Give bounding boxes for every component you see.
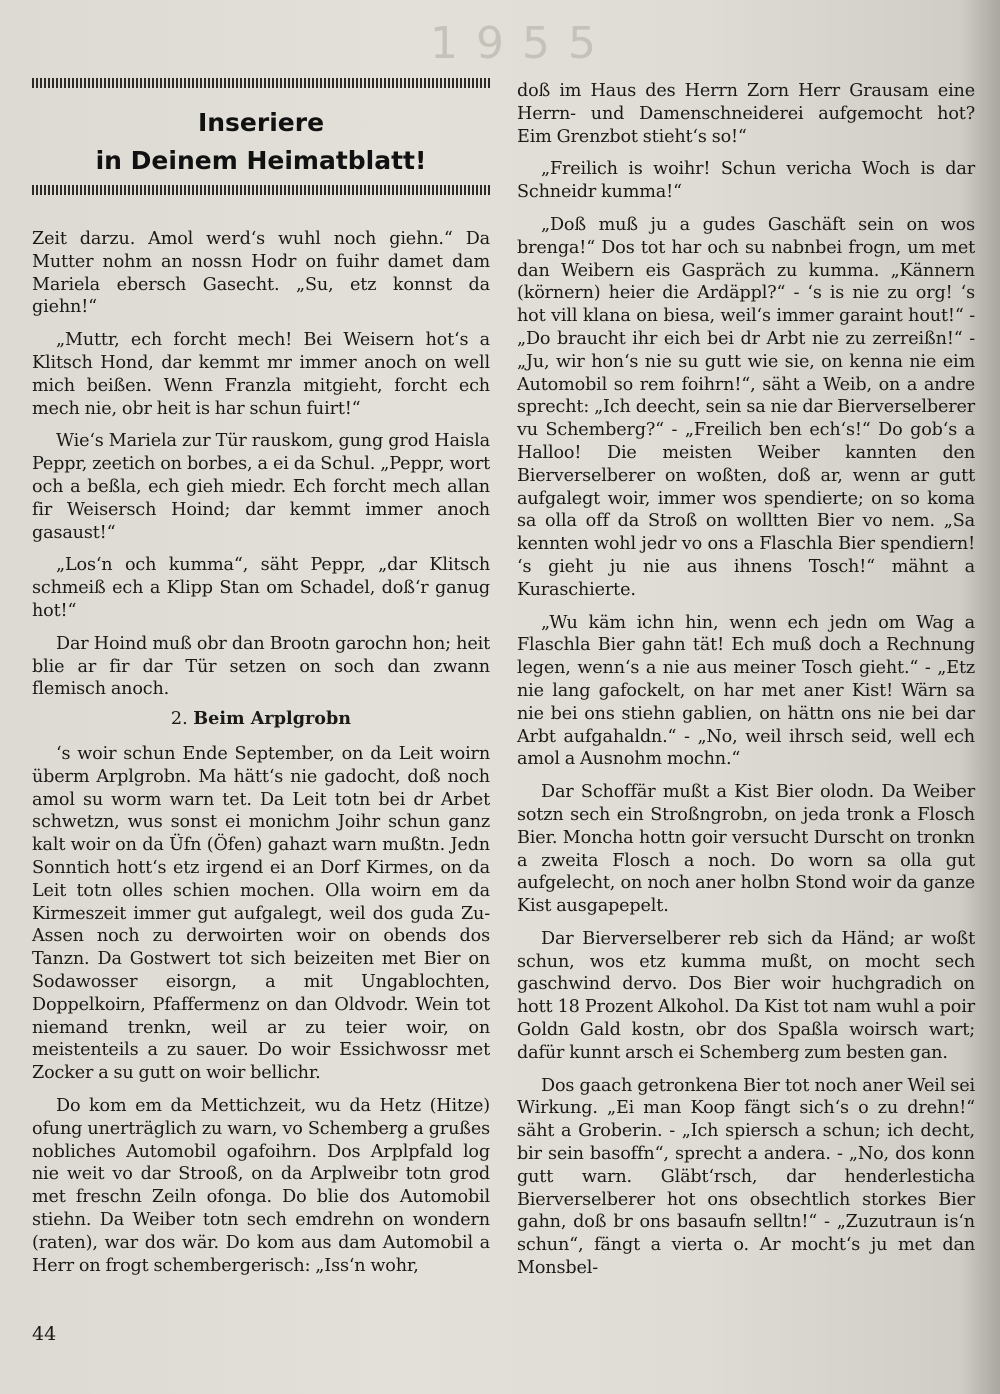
paragraph: „Wu käm ichn hin, wenn ech jedn om Wag a Flaschla Bier gahn tät! Ech muß doch a Rechnung legen, wenn‘s a nie aus meiner Tosch gieht.“ - „Etz nie lang gafockelt, on har met aner Kist! Wärn sa nie bei ons stiehn gablien, on hättn ons nie bei dar Arbt aufgahaldn.“ - „No, weil ihrsch seid, well ech amol a Ausnohm mochn.“ <box>517 612 975 770</box>
paragraph: Dar Schoffär mußt a Kist Bier olodn. Da Weiber sotzn sech ein Stroßngrobn, on jeda tronk a Flosch Bier. Moncha hottn goir versucht Durscht on tronkn a zweita Flosch a noch. Do worn sa olla gut aufgelecht, on noch aner holbn Stond woir da ganze Kist ausgapepelt. <box>517 782 975 917</box>
section-title: Beim Arplgrobn <box>193 708 352 729</box>
paragraph: „Doß muß ju a gudes Gaschäft sein on wos brenga!“ Dos tot har och su nabnbei frogn, um met dan Weibern eis Gaspräch zu kumma. „Kännern (körnern) heier die Ardäppl?“ - ‘s is nie zu org! ‘s hot vill klana on biesa, weil‘s immer garaint hout!“ - „Do braucht ihr eich bei dr Arbt nie zu zerreißn!“ - „Ju, wir hon‘s nie su gutt wie sie, on kenna nie eim Automobil so rem foihrn!“, säht a Weib, on a andre sprecht: „Ich deecht, sein sa nie dar Bierverselberer vu Schemberg?“ - „Freilich ben ech‘s!“ Do gob‘s a Halloo! Die meisten Weiber kannten den Bierverselberer on woßten, doß ar, wenn ar gutt aufgalegt woir, immer wos spendierte; on so koma sa olla off da Stroß on wolltten Bier vo nem. „Sa kennten wohl jedr vo ons a Flaschla Bier spendiern! ‘s gieht ju nie aus ihnens Tosch!“ mähnt a Kuraschierte. <box>517 214 975 600</box>
paragraph: ‘s woir schun Ende September, on da Leit woirn überm Arplgrobn. Ma hätt‘s nie gadocht, doß noch amol su worm warn tet. Da Leit totn bei dr Arbet schwetzn, wus sonst ei monichm Joihr schun ganz kalt woir on da Üfn (Öfen) gahazt warn mußtn. Jedn Sonntich hott‘s etz irgend ei an Dorf Kirmes, on da Leit totn olles schien mochen. Olla woirn em da Kirmeszeit immer gut aufgalegt, weil dos guda Zu-Assen noch zu derwoirten woir on obends dos Tanzn. Da Gostwert tot sich beizeiten met Bier on Sodawosser eisorgn, a mit Ungablochten, Doppelkoirn, Pfaffermenz on dan Oldvodr. Wein tot niemand trenkn, weil ar zu teier woir, on meistenteils a zu sauer. Do woir Essichwossr met Zocker a su gutt on woir bellichr. <box>32 744 490 1084</box>
right-text-block <box>517 80 975 1280</box>
ad-border-top <box>32 78 490 88</box>
ad-border-bottom <box>32 185 490 195</box>
paragraph: Dar Bierverselberer reb sich da Händ; ar woßt schun, wos etz kumma mußt, on mocht sech gaschwind dervo. Dos Bier woir huchgradich on hott 18 Prozent Alkohol. Da Kist tot nam wuhl a poir Goldn Gald kostn, obr dos Spaßla woirsch wart; dafür kunnt arsch ei Schemberg zum besten gan. <box>517 928 975 1063</box>
left-text-block <box>32 228 490 701</box>
paragraph: Dar Hoind muß obr dan Brootn garochn hon; heit blie ar fir dar Tür setzen on soch dan zwann flemisch anoch. <box>32 633 490 700</box>
paragraph: doß im Haus des Herrn Zorn Herr Grausam eine Herrn- und Damenschneiderei aufgemocht hot? Eim Grenzbot stieht‘s so!“ <box>517 81 975 147</box>
paragraph: Dos gaach getronkena Bier tot noch aner Weil sei Wirkung. „Ei man Koop fängt sich‘s o zu drehn!“ säht a Groberin. - „Ich spiersch a schun; ich decht, bir sein basoffn“, sprecht a andera. - „No, dos konn gutt warn. Gläbt‘rsch, dar henderlesticha Bierverselberer hot ons obsechtlich storkes Bier gahn, doß br ons basaufn selltn!“ - „Zuzutraun is‘n schun“, fängt a vierta o. Ar mocht‘s ju met dan Monsbel- <box>517 1075 975 1279</box>
paragraph: „Los‘n och kumma“, säht Peppr, „dar Klitsch schmeiß ech a Klipp Stan om Schadel, doß‘r ganug hot!“ <box>32 555 490 621</box>
paragraph: Zeit darzu. Amol werd‘s wuhl noch giehn.“ Da Mutter nohm an nossn Hodr on fuihr damet dam Mariela ebersch Gasecht. „Su, etz konnst da giehn!“ <box>32 229 490 318</box>
ad-title-line-2: in Deinem Heimatblatt! <box>95 146 427 175</box>
paragraph: „Muttr, ech forcht mech! Bei Weisern hot‘s a Klitsch Hond, dar kemmt mr immer anoch on well mich beißen. Wenn Franzla mitgieht, forcht ech mech nie, obr heit is har schun fuirt!“ <box>32 330 490 419</box>
paragraph: Do kom em da Mettichzeit, wu da Hetz (Hitze) ofung unerträglich zu warn, vo Schemberg a grußes nobliches Automobil ogafoihrn. Dos Arplpfald log nie weit vo dar Strooß, on da Arplweibr totn grod met freschn Zeiln ofonga. Do blie dos Automobil stiehn. Da Weiber totn sech emdrehn on wondern (raten), war dos wär. Do kom aus dam Automobil a Herr on frogt schembergerisch: „Iss‘n wohr, <box>32 1095 490 1276</box>
ad-title-line-1: Inseriere <box>197 108 325 137</box>
page-number: 44 <box>32 1323 57 1345</box>
faded-stamp-mark: 1955 <box>430 18 614 69</box>
paragraph: „Freilich is woihr! Schun vericha Woch is dar Schneidr kumma!“ <box>517 159 975 203</box>
paragraph: Wie‘s Mariela zur Tür rauskom, gung grod Haisla Peppr, zeetich on borbes, a ei da Schul. „Peppr, wort och a beßla, ech gieh miedr. Ech forcht mech allan fir Weisersch Hoind; dar kemmt immer anoch gasaust!“ <box>32 431 490 543</box>
section-text-block <box>32 743 490 1277</box>
section-number: 2. <box>170 709 188 729</box>
section-heading <box>32 708 490 730</box>
